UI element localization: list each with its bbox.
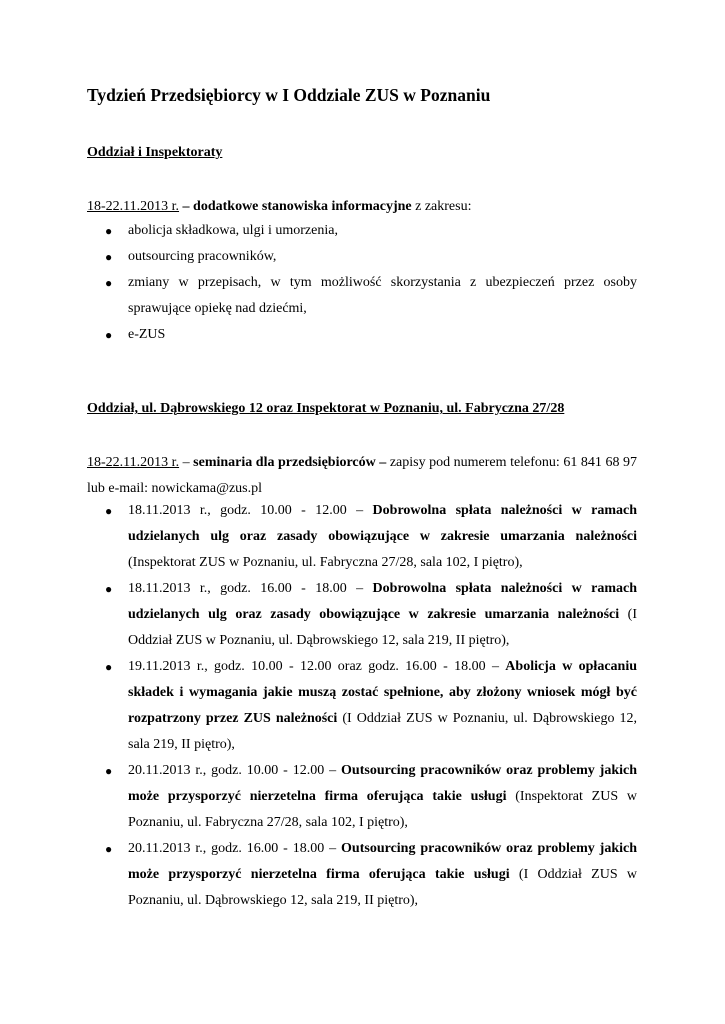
list-item: ● 18.11.2013 r., godz. 16.00 - 18.00 – Dobrowolna spłata należności w ramach udzielanych ulg oraz zasady obowiązujące w zakresie umarzania należności (I Oddział ZUS w Poznaniu, ul. Dąbrowskiego 12, sala 219, II piętro), xyxy=(87,576,637,654)
bullet-icon: ● xyxy=(105,250,113,264)
list-item: ● 20.11.2013 r., godz. 16.00 - 18.00 – Outsourcing pracowników oraz problemy jakich może przysporzyć nierzetelna firma oferująca takie usługi (I Oddział ZUS w Poznaniu, ul. Dąbrowskiego 12, sala 219, II piętro), xyxy=(87,836,637,914)
list-item: ● 20.11.2013 r., godz. 10.00 - 12.00 – Outsourcing pracowników oraz problemy jakich może przysporzyć nierzetelna firma oferująca takie usługi (Inspektorat ZUS w Poznaniu, ul. Fabryczna 27/28, sala 102, I piętro), xyxy=(87,758,637,836)
section2-intro-bold: seminaria dla przedsiębiorców – xyxy=(193,455,387,470)
bullet-icon: ● xyxy=(105,276,113,290)
bullet-icon: ● xyxy=(105,582,113,596)
list-item: ● e-ZUS xyxy=(87,322,637,348)
bullet-icon: ● xyxy=(105,224,113,238)
section1-heading: Oddział i Inspektoraty xyxy=(87,145,223,160)
section2-list xyxy=(87,498,637,914)
list-item: ● 19.11.2013 r., godz. 10.00 - 12.00 oraz godz. 16.00 - 18.00 – Abolicja w opłacaniu składek i wymagania jakie muszą zostać spełnione, aby złożony wniosek mógł być rozpatrzony przez ZUS należności (I Oddział ZUS w Poznaniu, ul. Dąbrowskiego 12, sala 219, II piętro), xyxy=(87,654,637,758)
bullet-icon: ● xyxy=(105,328,113,342)
bullet-icon: ● xyxy=(105,764,113,778)
list-item: ● 18.11.2013 r., godz. 10.00 - 12.00 – Dobrowolna spłata należności w ramach udzielanych ulg oraz zasady obowiązujące w zakresie umarzania należności (Inspektorat ZUS w Poznaniu, ul. Fabryczna 27/28, sala 102, I piętro), xyxy=(87,498,637,576)
page-title: Tydzień Przedsiębiorcy w I Oddziale ZUS w Poznaniu xyxy=(87,85,491,105)
section1-intro xyxy=(87,194,637,220)
bullet-icon: ● xyxy=(105,504,113,518)
section2-heading: Oddział, ul. Dąbrowskiego 12 oraz Inspektorat w Poznaniu, ul. Fabryczna 27/28 xyxy=(87,401,565,416)
section1-list xyxy=(87,218,637,348)
list-item: ● zmiany w przepisach, w tym możliwość skorzystania z ubezpieczeń przez osoby sprawujące opiekę nad dziećmi, xyxy=(87,270,637,322)
section1-intro-bold: – dodatkowe stanowiska informacyjne xyxy=(179,199,412,214)
section2-intro: 18-22.11.2013 r. – seminaria dla przedsiębiorców – zapisy pod numerem telefonu: 61 841 68 97 lub e-mail: nowickama@zus.pl xyxy=(87,455,637,496)
section2-intro-rest: zapisy pod numerem telefonu: 61 841 68 97 lub e-mail: nowickama@zus.pl xyxy=(87,455,637,496)
bullet-icon: ● xyxy=(105,660,113,674)
section2-date: 18-22.11.2013 r. xyxy=(87,455,180,470)
section1-date: 18-22.11.2013 r. xyxy=(87,199,180,214)
list-item: ● abolicja składkowa, ulgi i umorzenia, xyxy=(87,218,637,244)
section1-intro-rest: z zakresu: xyxy=(411,199,472,214)
bullet-icon: ● xyxy=(105,842,113,856)
list-item: ● outsourcing pracowników, xyxy=(87,244,637,270)
